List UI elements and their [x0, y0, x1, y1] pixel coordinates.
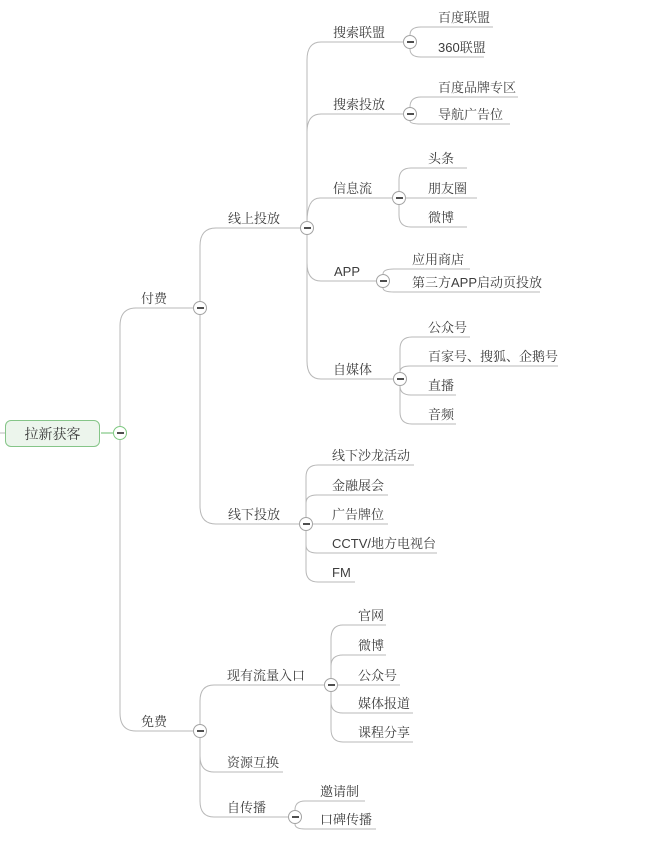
link-self-media: [307, 235, 393, 379]
collapse-toggle-app[interactable]: [376, 274, 390, 288]
minus-icon: [380, 280, 387, 282]
minus-icon: [328, 684, 335, 686]
collapse-toggle-self-propagation[interactable]: [288, 810, 302, 824]
leaf-weibo[interactable]: 微博: [428, 210, 455, 225]
minus-icon: [197, 307, 204, 309]
collapse-toggle-search-alliance[interactable]: [403, 35, 417, 49]
leaf-third-party-app-splash[interactable]: 第三方APP启动页投放: [412, 275, 543, 290]
link-app-store: [383, 269, 470, 274]
leaf-official-site[interactable]: 官网: [358, 608, 385, 623]
leaf-word-of-mouth[interactable]: 口碑传播: [320, 812, 373, 827]
link-free: [120, 440, 193, 731]
minus-icon: [197, 730, 204, 732]
leaf-live[interactable]: 直播: [428, 378, 455, 393]
node-online-placement[interactable]: 线上投放: [228, 211, 281, 226]
leaf-fm[interactable]: FM: [332, 565, 351, 580]
link-baidu-brand-zone: [410, 97, 518, 107]
link-baijia-sohu-penguin: [400, 366, 558, 372]
leaf-app-store[interactable]: 应用商店: [412, 252, 465, 267]
leaf-invitation[interactable]: 邀请制: [320, 784, 360, 799]
leaf-nav-ad-slot[interactable]: 导航广告位: [438, 107, 504, 122]
link-baidu-alliance: [410, 27, 493, 35]
collapse-toggle-paid[interactable]: [193, 301, 207, 315]
minus-icon: [117, 432, 124, 434]
node-offline-placement[interactable]: 线下投放: [228, 507, 281, 522]
leaf-course-sharing[interactable]: 课程分享: [358, 725, 411, 740]
minus-icon: [292, 816, 299, 818]
leaf-resource-exchange[interactable]: 资源互换: [227, 755, 280, 770]
link-online-placement: [200, 228, 300, 301]
leaf-official-account[interactable]: 公众号: [428, 320, 468, 335]
node-search-placement[interactable]: 搜索投放: [333, 97, 386, 112]
link-paid: [120, 308, 193, 426]
collapse-toggle-free[interactable]: [193, 724, 207, 738]
collapse-toggle-online-placement[interactable]: [300, 221, 314, 235]
minus-icon: [304, 227, 311, 229]
node-paid[interactable]: 付费: [141, 291, 168, 306]
leaf-finance-expo[interactable]: 金融展会: [332, 478, 385, 493]
link-offline-placement: [200, 315, 299, 524]
leaf-offline-salon[interactable]: 线下沙龙活动: [332, 448, 411, 463]
node-free[interactable]: 免费: [141, 714, 168, 729]
collapse-toggle-self-media[interactable]: [393, 372, 407, 386]
node-self-media[interactable]: 自媒体: [333, 362, 373, 377]
link-search-placement: [307, 114, 403, 221]
node-root[interactable]: 拉新获客: [5, 420, 100, 447]
leaf-billboard[interactable]: 广告牌位: [332, 507, 385, 522]
collapse-toggle-root[interactable]: [113, 426, 127, 440]
leaf-weibo-free[interactable]: 微博: [358, 638, 385, 653]
collapse-toggle-search-placement[interactable]: [403, 107, 417, 121]
minus-icon: [407, 113, 414, 115]
link-invitation: [295, 801, 365, 810]
leaf-media-coverage[interactable]: 媒体报道: [358, 696, 411, 711]
leaf-moments[interactable]: 朋友圈: [428, 181, 468, 196]
leaf-official-account-free[interactable]: 公众号: [358, 668, 398, 683]
leaf-baijia-sohu-penguin[interactable]: 百家号、搜狐、企鹅号: [428, 349, 559, 364]
collapse-toggle-offline-placement[interactable]: [299, 517, 313, 531]
collapse-toggle-existing-traffic[interactable]: [324, 678, 338, 692]
node-existing-traffic[interactable]: 现有流量入口: [227, 668, 306, 683]
minus-icon: [396, 197, 403, 199]
leaf-toutiao[interactable]: 头条: [428, 151, 455, 166]
link-feed: [307, 198, 392, 222]
node-app[interactable]: APP: [334, 264, 361, 279]
minus-icon: [303, 523, 310, 525]
collapse-toggle-feed[interactable]: [392, 191, 406, 205]
minus-icon: [407, 41, 414, 43]
node-search-alliance[interactable]: 搜索联盟: [333, 25, 386, 40]
leaf-baidu-alliance[interactable]: 百度联盟: [438, 10, 491, 25]
node-self-propagation[interactable]: 自传播: [227, 800, 267, 815]
minus-icon: [397, 378, 404, 380]
leaf-baidu-brand-zone[interactable]: 百度品牌专区: [438, 80, 517, 95]
leaf-360-alliance[interactable]: 360联盟: [438, 40, 486, 55]
leaf-cctv-local-tv[interactable]: CCTV/地方电视台: [332, 536, 437, 551]
leaf-audio[interactable]: 音频: [428, 407, 455, 422]
node-feed[interactable]: 信息流: [333, 181, 373, 196]
link-existing-traffic: [200, 685, 324, 724]
